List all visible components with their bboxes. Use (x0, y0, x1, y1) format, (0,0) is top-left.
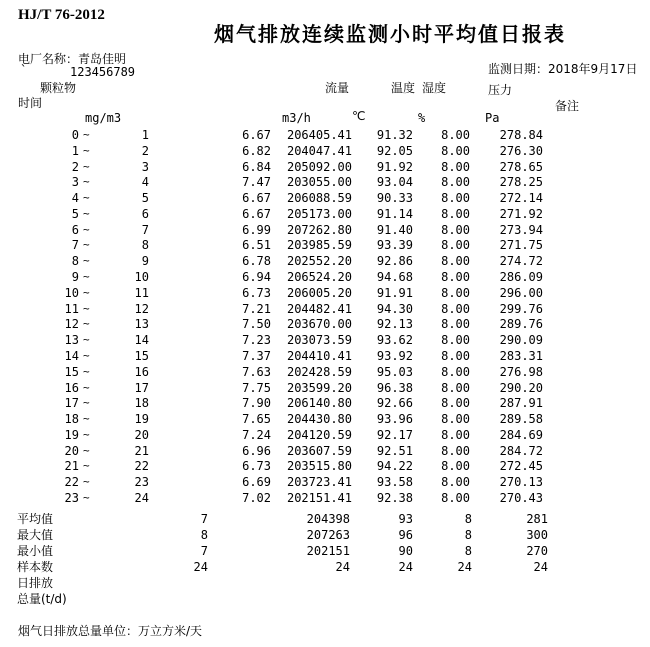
hour-start: 2 (71, 159, 79, 174)
humidity-value: 8.00 (441, 301, 470, 316)
unit-flow: m3/h (282, 111, 311, 125)
hour-start: 17 (64, 396, 79, 411)
summary-label: 平均值 (17, 512, 54, 526)
hour-end: 16 (134, 364, 149, 379)
summary-label: 最小值 (17, 544, 54, 558)
pressure-value: 276.98 (499, 364, 543, 379)
pressure-value: 273.94 (499, 222, 543, 237)
hour-start: 11 (64, 301, 79, 316)
tilde-separator: ~ (83, 206, 90, 220)
unit-pm: mg/m3 (85, 111, 122, 125)
temp-value: 92.51 (376, 443, 413, 458)
tilde-separator: ~ (83, 238, 90, 252)
temp-value: 93.62 (376, 333, 413, 348)
hour-start: 7 (71, 238, 79, 253)
report-title: 烟气排放连续监测小时平均值日报表 (214, 22, 566, 46)
hour-end: 2 (141, 143, 149, 158)
unit-temp: ℃ (352, 109, 366, 123)
flow-value: 203985.59 (286, 238, 352, 253)
hour-end: 14 (134, 333, 149, 348)
humidity-value: 8.00 (441, 175, 470, 190)
pm-value: 6.51 (242, 238, 271, 253)
pm-value: 6.84 (242, 159, 271, 174)
pressure-value: 289.76 (499, 317, 543, 332)
pressure-value: 270.43 (499, 490, 543, 505)
data-rows (0, 127, 650, 506)
table-row (0, 127, 650, 143)
pm-value: 6.94 (242, 270, 271, 285)
table-row (0, 269, 650, 285)
tilde-separator: ~ (83, 128, 90, 141)
pm-value: 7.65 (242, 412, 271, 427)
temp-value: 95.03 (376, 364, 413, 379)
tilde-separator: ~ (83, 191, 90, 205)
pressure-value: 283.31 (499, 348, 543, 363)
hour-start: 16 (64, 380, 79, 395)
column-header-pm: 颗粒物 (40, 81, 77, 95)
tilde-separator: ~ (83, 222, 90, 236)
summary-temp-value: 24 (398, 560, 413, 574)
hour-end: 3 (141, 159, 149, 174)
summary-pressure-value: 281 (526, 512, 548, 526)
temp-value: 92.86 (376, 254, 413, 269)
table-row (0, 458, 650, 474)
humidity-value: 8.00 (441, 427, 470, 442)
flow-value: 207262.80 (286, 222, 352, 237)
column-header-flow: 流量 (325, 81, 350, 95)
plant-name-line: 电厂名称：青岛佳明 (18, 52, 127, 66)
column-header-pressure: 压力 (488, 83, 513, 97)
pressure-value: 299.76 (499, 301, 543, 316)
flow-value: 204482.41 (286, 301, 352, 316)
flow-value: 203055.00 (286, 175, 352, 190)
hour-end: 19 (134, 412, 149, 427)
hour-start: 22 (64, 475, 79, 490)
flow-value: 203515.80 (286, 459, 352, 474)
flow-value: 202552.20 (286, 254, 352, 269)
hour-end: 13 (134, 317, 149, 332)
hour-start: 1 (71, 143, 79, 158)
table-row (0, 474, 650, 490)
pressure-value: 278.84 (499, 128, 543, 142)
pressure-value: 290.09 (499, 333, 543, 348)
pressure-value: 284.72 (499, 443, 543, 458)
pm-value: 6.73 (242, 285, 271, 300)
pm-value: 6.96 (242, 443, 271, 458)
table-row (0, 364, 650, 380)
hour-start: 21 (64, 459, 79, 474)
flow-value: 202151.41 (286, 490, 352, 505)
flow-value: 204047.41 (286, 143, 352, 158)
humidity-value: 8.00 (441, 191, 470, 206)
summary-humidity-value: 24 (457, 560, 472, 574)
pressure-value: 271.75 (499, 238, 543, 253)
tilde-separator: ~ (83, 427, 90, 441)
tilde-separator: ~ (83, 254, 90, 268)
flow-value: 206524.20 (286, 270, 352, 285)
table-row (0, 222, 650, 238)
temp-value: 92.05 (376, 143, 413, 158)
summary-flow-value: 202151 (306, 544, 350, 558)
summary-flow-value: 207263 (306, 528, 350, 542)
pm-value: 7.75 (242, 380, 271, 395)
pm-value: 7.21 (242, 301, 271, 316)
standard-code: HJ/T 76-2012 (18, 7, 105, 23)
hour-end: 1 (141, 128, 149, 142)
tilde-separator: ~ (83, 159, 90, 173)
tilde-separator: ~ (83, 301, 90, 315)
table-row (0, 490, 650, 506)
pressure-value: 287.91 (499, 396, 543, 411)
summary-label: 样本数 (17, 560, 54, 574)
hour-start: 12 (64, 317, 79, 332)
pm-value: 7.02 (242, 490, 271, 505)
pressure-value: 270.13 (499, 475, 543, 490)
tilde-separator: ~ (83, 396, 90, 410)
table-row (0, 332, 650, 348)
pressure-value: 271.92 (499, 206, 543, 221)
summary-rows (0, 511, 650, 575)
pm-value: 7.23 (242, 333, 271, 348)
hour-start: 0 (71, 128, 79, 142)
hour-start: 14 (64, 348, 79, 363)
temp-value: 92.38 (376, 490, 413, 505)
table-row (0, 316, 650, 332)
summary-humidity-value: 8 (464, 512, 472, 526)
table-row (0, 253, 650, 269)
pressure-value: 272.45 (499, 459, 543, 474)
humidity-value: 8.00 (441, 128, 470, 142)
flow-value: 203607.59 (286, 443, 352, 458)
hour-end: 22 (134, 459, 149, 474)
temp-value: 91.40 (376, 222, 413, 237)
summary-row (0, 559, 650, 575)
pm-value: 7.24 (242, 427, 271, 442)
pressure-value: 289.58 (499, 412, 543, 427)
humidity-value: 8.00 (441, 206, 470, 221)
hour-start: 6 (71, 222, 79, 237)
humidity-value: 8.00 (441, 490, 470, 505)
tilde-separator: ~ (83, 459, 90, 473)
hour-start: 4 (71, 191, 79, 206)
hour-end: 15 (134, 348, 149, 363)
pressure-value: 278.65 (499, 159, 543, 174)
tilde-separator: ~ (83, 412, 90, 426)
plant-tick-mark: ` (20, 63, 28, 77)
column-header-temp: 温度 (391, 81, 416, 95)
summary-row (0, 543, 650, 559)
table-row (0, 206, 650, 222)
table-row (0, 348, 650, 364)
tilde-separator: ~ (83, 285, 90, 299)
hour-end: 12 (134, 301, 149, 316)
summary-flow-value: 204398 (306, 512, 350, 526)
tilde-separator: ~ (83, 364, 90, 378)
humidity-value: 8.00 (441, 222, 470, 237)
table-row (0, 174, 650, 190)
hour-start: 23 (64, 490, 79, 505)
flow-value: 206140.80 (286, 396, 352, 411)
summary-pressure-value: 24 (533, 560, 548, 574)
pressure-value: 278.25 (499, 175, 543, 190)
humidity-value: 8.00 (441, 143, 470, 158)
summary-pm-value: 8 (200, 528, 208, 542)
humidity-value: 8.00 (441, 285, 470, 300)
hour-end: 8 (141, 238, 149, 253)
hour-start: 8 (71, 254, 79, 269)
pressure-value: 284.69 (499, 427, 543, 442)
hour-start: 10 (64, 285, 79, 300)
tilde-separator: ~ (83, 333, 90, 347)
hour-start: 9 (71, 270, 79, 285)
monitor-date-line: 监测日期：2018年9月17日 (488, 62, 638, 76)
pm-value: 6.73 (242, 459, 271, 474)
humidity-value: 8.00 (441, 317, 470, 332)
hour-end: 21 (134, 443, 149, 458)
summary-pm-value: 7 (200, 512, 208, 526)
temp-value: 92.66 (376, 396, 413, 411)
humidity-value: 8.00 (441, 396, 470, 411)
temp-value: 94.22 (376, 459, 413, 474)
hour-start: 19 (64, 427, 79, 442)
table-row (0, 237, 650, 253)
pm-value: 6.67 (242, 206, 271, 221)
hour-end: 11 (134, 285, 149, 300)
pm-value: 7.50 (242, 317, 271, 332)
humidity-value: 8.00 (441, 238, 470, 253)
hour-start: 3 (71, 175, 79, 190)
daily-emission-label-line2: 总量(t/d) (17, 592, 67, 606)
table-row (0, 443, 650, 459)
flow-value: 204430.80 (286, 412, 352, 427)
table-row (0, 427, 650, 443)
column-header-humidity: 湿度 (422, 81, 447, 95)
summary-humidity-value: 8 (464, 528, 472, 542)
flow-value: 204410.41 (286, 348, 352, 363)
hour-start: 18 (64, 412, 79, 427)
temp-value: 90.33 (376, 191, 413, 206)
humidity-value: 8.00 (441, 333, 470, 348)
hour-end: 6 (141, 206, 149, 221)
footer-unit-note: 烟气日排放总量单位：万立方米/天 (18, 624, 203, 638)
humidity-value: 8.00 (441, 270, 470, 285)
summary-pressure-value: 270 (526, 544, 548, 558)
hour-end: 17 (134, 380, 149, 395)
unit-pressure: Pa (485, 111, 500, 125)
flow-value: 206005.20 (286, 285, 352, 300)
column-header-time: 时间 (18, 96, 43, 110)
hour-start: 15 (64, 364, 79, 379)
flow-value: 203073.59 (286, 333, 352, 348)
pm-value: 6.82 (242, 143, 271, 158)
table-row (0, 190, 650, 206)
temp-value: 92.17 (376, 427, 413, 442)
hour-end: 10 (134, 270, 149, 285)
hour-start: 5 (71, 206, 79, 221)
pm-value: 6.78 (242, 254, 271, 269)
humidity-value: 8.00 (441, 475, 470, 490)
hour-end: 23 (134, 475, 149, 490)
humidity-value: 8.00 (441, 380, 470, 395)
summary-label: 最大值 (17, 528, 54, 542)
table-row (0, 301, 650, 317)
temp-value: 93.04 (376, 175, 413, 190)
hour-end: 9 (141, 254, 149, 269)
humidity-value: 8.00 (441, 412, 470, 427)
pm-value: 7.63 (242, 364, 271, 379)
temp-value: 91.14 (376, 206, 413, 221)
temp-value: 91.32 (376, 128, 413, 142)
pm-value: 6.69 (242, 475, 271, 490)
summary-pressure-value: 300 (526, 528, 548, 542)
daily-emission-label-line1: 日排放 (17, 576, 54, 590)
temp-value: 91.92 (376, 159, 413, 174)
tilde-separator: ~ (83, 317, 90, 331)
humidity-value: 8.00 (441, 254, 470, 269)
tilde-separator: ~ (83, 348, 90, 362)
plant-code: 123456789 (70, 65, 136, 79)
flow-value: 203670.00 (286, 317, 352, 332)
humidity-value: 8.00 (441, 348, 470, 363)
pressure-value: 296.00 (499, 285, 543, 300)
pm-value: 7.37 (242, 348, 271, 363)
temp-value: 92.13 (376, 317, 413, 332)
summary-pm-value: 7 (200, 544, 208, 558)
flow-value: 206088.59 (286, 191, 352, 206)
table-row (0, 285, 650, 301)
pressure-value: 290.20 (499, 380, 543, 395)
summary-temp-value: 90 (398, 544, 413, 558)
hour-start: 20 (64, 443, 79, 458)
humidity-value: 8.00 (441, 159, 470, 174)
pm-value: 6.67 (242, 191, 271, 206)
summary-row (0, 527, 650, 543)
humidity-value: 8.00 (441, 364, 470, 379)
pressure-value: 272.14 (499, 191, 543, 206)
tilde-separator: ~ (83, 175, 90, 189)
tilde-separator: ~ (83, 380, 90, 394)
column-header-remark: 备注 (555, 99, 580, 113)
tilde-separator: ~ (83, 443, 90, 457)
pressure-value: 286.09 (499, 270, 543, 285)
hour-start: 13 (64, 333, 79, 348)
unit-humidity: % (418, 111, 426, 125)
temp-value: 94.68 (376, 270, 413, 285)
flow-value: 206405.41 (286, 128, 352, 142)
tilde-separator: ~ (83, 490, 90, 504)
summary-flow-value: 24 (335, 560, 350, 574)
flow-value: 205173.00 (286, 206, 352, 221)
hour-end: 24 (134, 490, 149, 505)
flow-value: 203599.20 (286, 380, 352, 395)
hour-end: 5 (141, 191, 149, 206)
table-row (0, 159, 650, 175)
temp-value: 93.92 (376, 348, 413, 363)
temp-value: 93.96 (376, 412, 413, 427)
flow-value: 202428.59 (286, 364, 352, 379)
table-row (0, 143, 650, 159)
summary-humidity-value: 8 (464, 544, 472, 558)
tilde-separator: ~ (83, 270, 90, 284)
summary-temp-value: 96 (398, 528, 413, 542)
hour-end: 7 (141, 222, 149, 237)
tilde-separator: ~ (83, 475, 90, 489)
tilde-separator: ~ (83, 143, 90, 157)
temp-value: 93.39 (376, 238, 413, 253)
table-row (0, 411, 650, 427)
humidity-value: 8.00 (441, 459, 470, 474)
pm-value: 6.99 (242, 222, 271, 237)
temp-value: 91.91 (376, 285, 413, 300)
summary-pm-value: 24 (193, 560, 208, 574)
humidity-value: 8.00 (441, 443, 470, 458)
pm-value: 7.47 (242, 175, 271, 190)
table-row (0, 395, 650, 411)
pressure-value: 276.30 (499, 143, 543, 158)
hour-end: 4 (141, 175, 149, 190)
pm-value: 6.67 (242, 128, 271, 142)
hour-end: 18 (134, 396, 149, 411)
pressure-value: 274.72 (499, 254, 543, 269)
summary-temp-value: 93 (398, 512, 413, 526)
summary-row (0, 511, 650, 527)
pm-value: 7.90 (242, 396, 271, 411)
flow-value: 205092.00 (286, 159, 352, 174)
temp-value: 93.58 (376, 475, 413, 490)
flow-value: 203723.41 (286, 475, 352, 490)
hour-end: 20 (134, 427, 149, 442)
table-row (0, 380, 650, 396)
temp-value: 96.38 (376, 380, 413, 395)
flow-value: 204120.59 (286, 427, 352, 442)
temp-value: 94.30 (376, 301, 413, 316)
